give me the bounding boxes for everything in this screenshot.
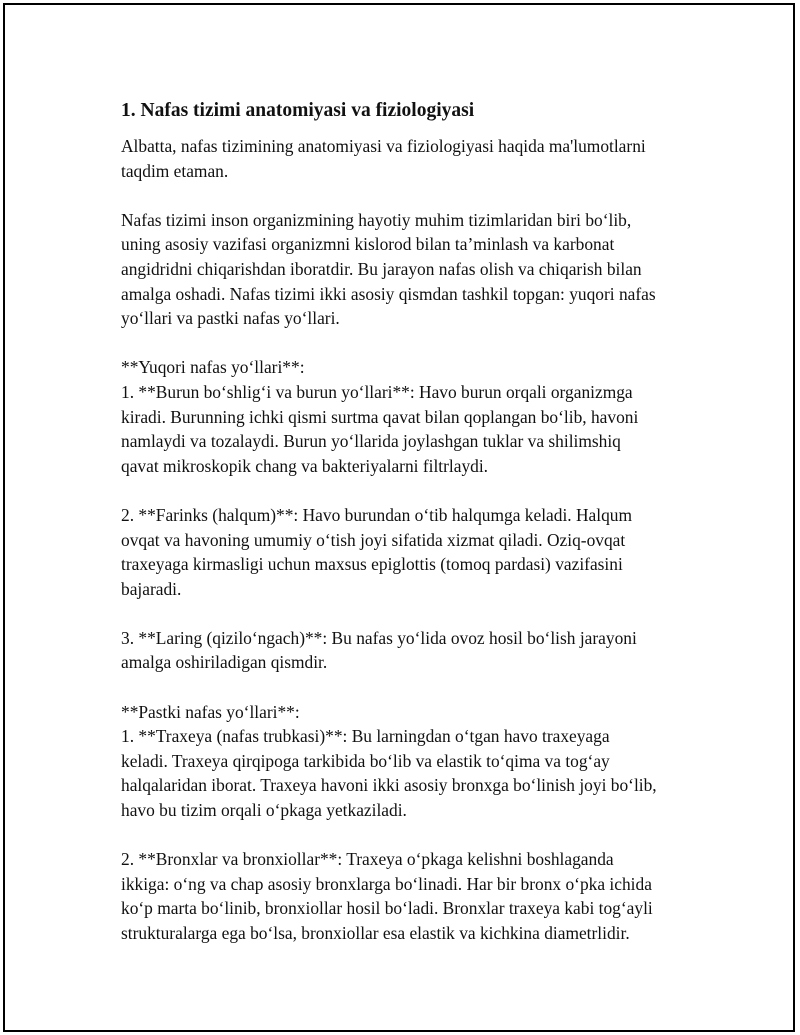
section-heading: **Pastki nafas yoʻllari**: <box>121 701 300 722</box>
upper-airways-section <box>121 355 701 478</box>
section-heading: **Yuqori nafas yoʻllari**: <box>121 357 305 378</box>
text-line: bajaradi. <box>121 578 182 599</box>
text-line: 1. **Burun boʻshligʻi va burun yoʻllari**: Havo burun orqali organizmga <box>121 381 633 402</box>
text-line: taqdim etaman. <box>121 160 229 181</box>
text-line: strukturalarga ega boʻlsa, bronxiollar esa elastik va kichkina diametrlidir. <box>121 923 630 943</box>
text-line: Nafas tizimi inson organizmining hayotiy muhim tizimlaridan biri boʻlib, <box>121 209 632 230</box>
text-line: namlaydi va tozalaydi. Burun yoʻllarida joylashgan tuklar va shilimshiq <box>121 431 621 452</box>
text-line: yoʻllari va pastki nafas yoʻllari. <box>121 308 340 329</box>
larynx-paragraph <box>121 626 701 675</box>
intro-paragraph <box>121 134 701 183</box>
text-line: koʻp marta boʻlinib, bronxiollar hosil boʻladi. Bronxlar traxeya kabi togʻayli <box>121 898 653 919</box>
text-line: uning asosiy vazifasi organizmni kislorod bilan ta’minlash va karbonat <box>121 234 615 255</box>
lower-airways-section <box>121 700 701 823</box>
text-line: halqalaridan iborat. Traxeya havoni ikki asosiy bronxga boʻlinish joyi boʻlib, <box>121 775 657 796</box>
text-line: keladi. Traxeya qirqipoga tarkibida boʻlib va elastik toʻqima va togʻay <box>121 750 610 771</box>
document-body <box>121 98 701 970</box>
text-line: qavat mikroskopik chang va bakteriyalarni filtrlaydi. <box>121 455 489 476</box>
text-line: 1. **Traxeya (nafas trubkasi)**: Bu larningdan oʻtgan havo traxeyaga <box>121 726 610 747</box>
document-title: 1. Nafas tizimi anatomiyasi va fiziologiyasi <box>121 100 475 121</box>
text-line: havo bu tizim orqali oʻpkaga yetkaziladi. <box>121 800 407 821</box>
text-line: angidridni chiqarishdan iboratdir. Bu jarayon nafas olish va chiqarish bilan <box>121 258 642 279</box>
text-line: Albatta, nafas tizimining anatomiyasi va fiziologiyasi haqida ma'lumotlarni <box>121 136 646 156</box>
text-line: traxeyaga kirmasligi uchun maxsus epiglottis (tomoq pardasi) vazifasini <box>121 554 623 575</box>
bronchi-paragraph <box>121 847 701 945</box>
text-line: 2. **Farinks (halqum)**: Havo burundan oʻtib halqumga keladi. Halqum <box>121 504 632 525</box>
text-line: ovqat va havoning umumiy oʻtish joyi sifatida xizmat qiladi. Oziq-ovqat <box>121 529 626 550</box>
text-line: amalga oshiriladigan qismdir. <box>121 652 328 673</box>
overview-paragraph <box>121 208 701 331</box>
text-line: ikkiga: oʻng va chap asosiy bronxlarga boʻlinadi. Har bir bronx oʻpka ichida <box>121 873 652 894</box>
text-line: amalga oshadi. Nafas tizimi ikki asosiy qismdan tashkil topgan: yuqori nafas <box>121 283 656 304</box>
page-frame <box>3 3 795 1032</box>
text-line: 2. **Bronxlar va bronxiollar**: Traxeya oʻpkaga kelishni boshlaganda <box>121 849 614 870</box>
text-line: kiradi. Burunning ichki qismi surtma qavat bilan qoplangan boʻlib, havoni <box>121 406 639 427</box>
text-line: 3. **Laring (qiziloʻngach)**: Bu nafas yoʻlida ovoz hosil boʻlish jarayoni <box>121 627 637 648</box>
pharynx-paragraph <box>121 503 701 601</box>
